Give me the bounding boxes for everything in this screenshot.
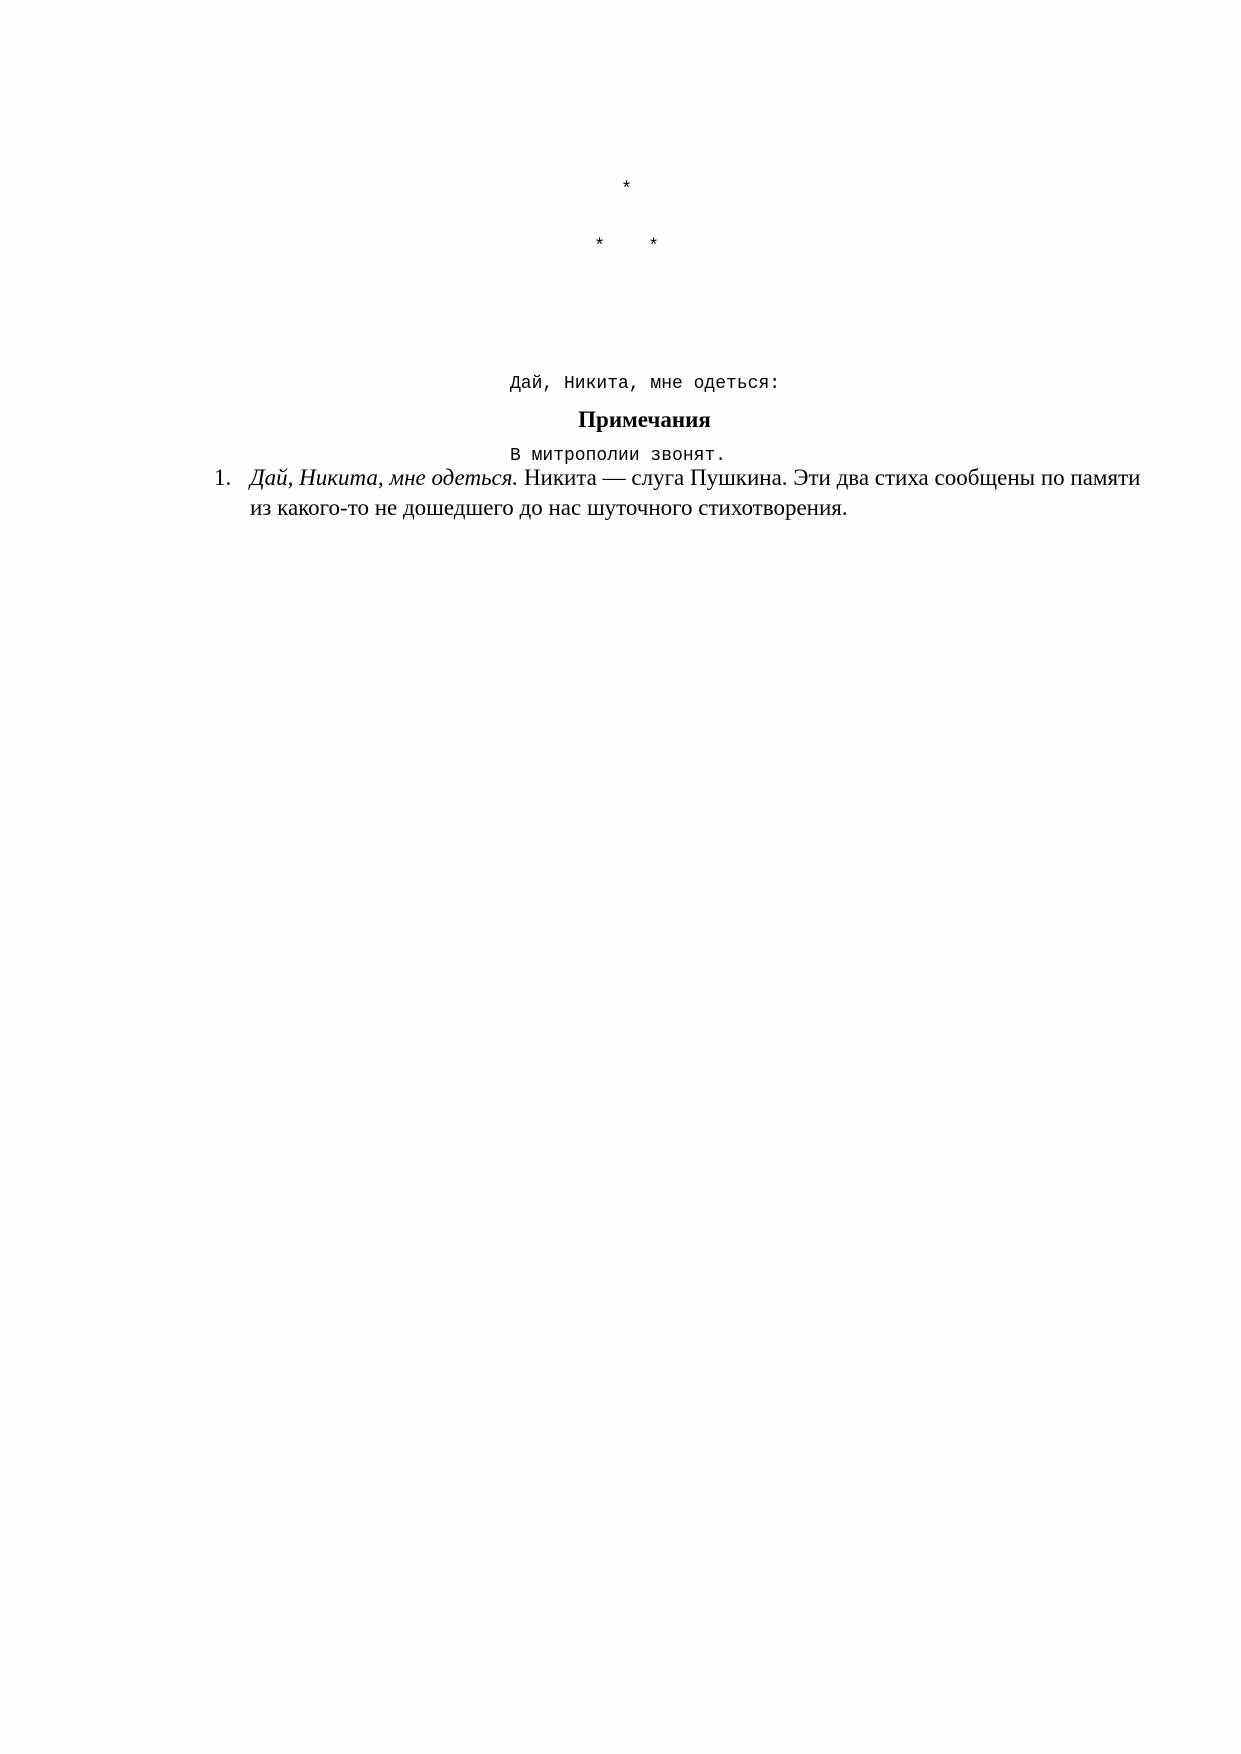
notes-heading: Примечания bbox=[578, 407, 711, 432]
verse-line: Дай, Никита, мне одеться: bbox=[510, 374, 781, 394]
note-item bbox=[214, 463, 1144, 523]
asterism-top: * bbox=[621, 180, 632, 200]
note-number: 1. bbox=[214, 465, 232, 490]
note-quoted-text: Дай, Никита, мне одеться. bbox=[250, 465, 519, 490]
verse-line: В митрополии звонят. bbox=[510, 446, 727, 466]
notes-list bbox=[214, 463, 1144, 523]
asterism-bottom: * * bbox=[594, 237, 659, 257]
note-body-text: Никита — слуга Пушкина. Эти два стиха сообщены по памяти из какого-то не дошедшего до нас шуточного стихотворения. bbox=[250, 465, 1141, 520]
